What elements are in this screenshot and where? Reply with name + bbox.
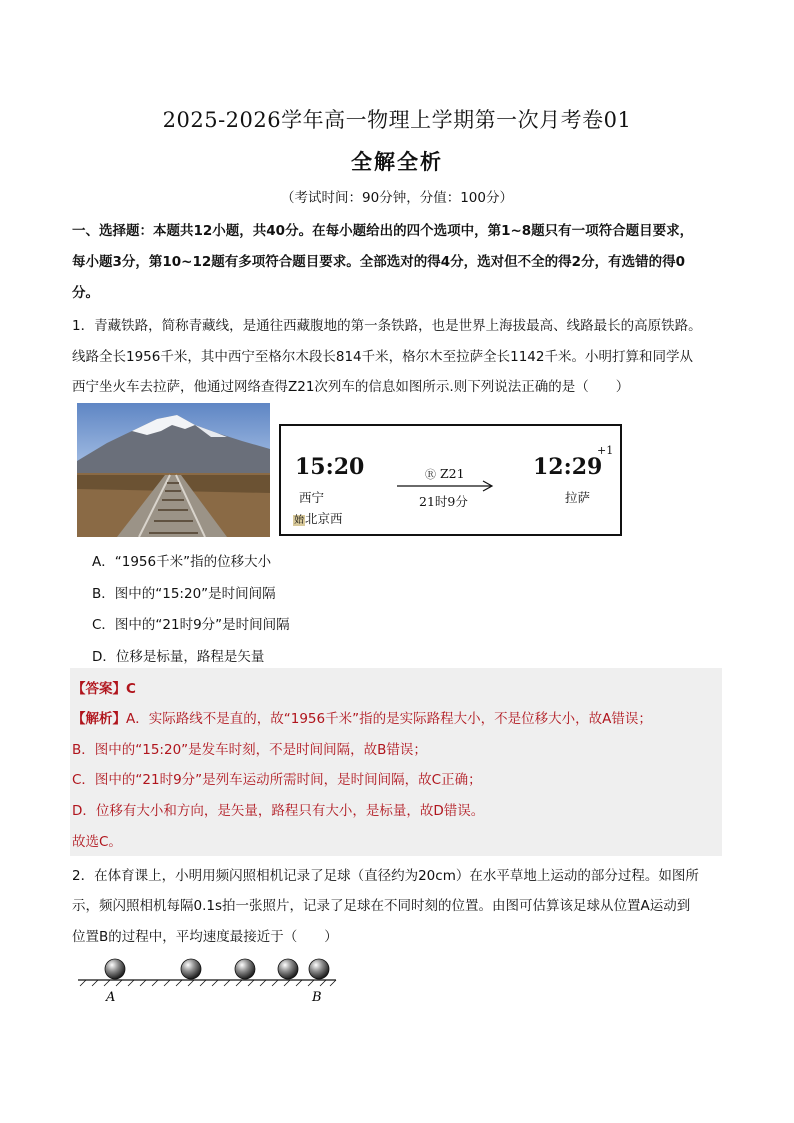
arrive-next-day: +1	[597, 444, 614, 457]
answer-label: 【答案】	[72, 681, 126, 697]
origin-station-name: 北京西	[305, 511, 343, 526]
analysis-label: 【解析】	[72, 711, 126, 727]
question-1-text: 线路全长1956千米，其中西宁至格尔木段长814千米，格尔木至拉萨全长1142千米。小明打算和同学从	[72, 349, 693, 365]
train-icon: Ⓡ	[425, 468, 436, 481]
answer-line	[72, 677, 136, 697]
question-2-text: 示，频闪照相机每隔0.1s拍一张照片，记录了足球在不同时刻的位置。由图可估算该足球从位置A运动到	[72, 898, 691, 914]
football-strobe-diagram	[74, 955, 344, 1005]
option-c: C．图中的“21时9分”是时间间隔	[92, 617, 290, 633]
analysis-line: B．图中的“15:20”是发车时刻，不是时间间隔，故B错误；	[72, 742, 427, 758]
answer-value: C	[126, 681, 136, 697]
train-ticket-info	[279, 424, 622, 536]
label-a: A	[106, 990, 116, 1005]
analysis-line: C．图中的“21时9分”是列车运动所需时间，是时间间隔，故C正确；	[72, 772, 482, 788]
depart-time: 15:20	[295, 454, 365, 480]
analysis-line	[72, 707, 652, 727]
depart-station: 西宁	[299, 490, 325, 505]
question-1-text: 西宁坐火车去拉萨，他通过网络查得Z21次列车的信息如图所示.则下列说法正确的是（ ）	[72, 379, 630, 395]
section-instruction-line: 一、选择题：本题共12小题，共40分。在每小题给出的四个选项中，第1~8题只有一项符合题目要求，	[72, 223, 694, 239]
question-2-text: 位置B的过程中，平均速度最接近于（ ）	[72, 929, 338, 945]
arrive-station: 拉萨	[565, 490, 591, 505]
ball-positions	[105, 959, 329, 979]
analysis-text: A．实际路线不是直的，故“1956千米”指的是实际路程大小，不是位移大小，故A错误；	[126, 711, 652, 727]
option-d: D．位移是标量，路程是矢量	[92, 649, 265, 665]
section-instruction-line: 分。	[72, 285, 99, 301]
option-b: B．图中的“15:20”是时间间隔	[92, 586, 276, 602]
option-a: A．“1956千米”指的位移大小	[92, 554, 272, 570]
label-b: B	[312, 990, 322, 1005]
document-subtitle: 全解全析	[351, 150, 443, 174]
origin-badge: 始	[294, 515, 304, 526]
analysis-conclusion: 故选C。	[72, 834, 122, 850]
arrive-time: 12:29	[533, 454, 603, 480]
train-number-text: Z21	[439, 466, 465, 481]
exam-meta: （考试时间：90分钟，分值：100分）	[281, 190, 513, 206]
origin-station	[293, 509, 343, 527]
railway-photo	[77, 403, 270, 537]
answer-analysis-box	[70, 668, 722, 856]
question-2-text: 2．在体育课上，小明用频闪照相机记录了足球（直径约为20cm）在水平草地上运动的部分过程。如图所	[72, 868, 699, 884]
document-title: 2025-2026学年高一物理上学期第一次月考卷01	[162, 108, 632, 132]
section-instruction-line: 每小题3分，第10~12题有多项符合题目要求。全部选对的得4分，选对但不全的得2分，有选错的得0	[72, 254, 685, 270]
travel-duration: 21时9分	[419, 494, 468, 509]
direction-arrow-icon	[397, 480, 497, 492]
question-1-text: 1．青藏铁路，简称青藏线，是通往西藏腹地的第一条铁路，也是世界上海拔最高、线路最长的高原铁路。	[72, 318, 702, 334]
analysis-line: D．位移有大小和方向，是矢量，路程只有大小，是标量，故D错误。	[72, 803, 485, 819]
